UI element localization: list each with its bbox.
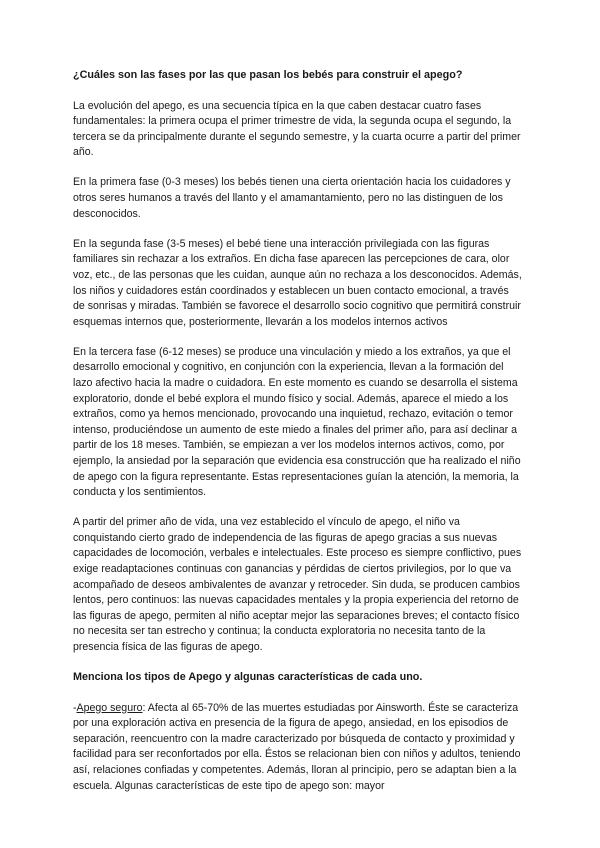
term-secure-attachment: Apego seguro	[76, 701, 143, 714]
paragraph-third-phase: En la tercera fase (6-12 meses) se produce una vinculación y miedo a los extraños, ya que el desarrollo emocional y cognitivo, en conjunción con la experiencia, llevan a la formación del lazo afectivo hacia la madre o cuidadora. En este momento es cuando se desarrolla el sistema exploratorio, donde el bebé explora el mundo físico y social. Además, aparece el miedo a los extraños, como ya hemos mencionado, provocando una inquietud, rechazo, evitación o temor intenso, produciéndose un aumento de este miedo a finales del primer año, para así declinar a partir de los 18 meses. También, se empiezan a ver los modelos internos activos, como, por ejemplo, la ansiedad por la separación que evidencia esa construcción que ha realizado el niño de apego con la figura representante. Estas representaciones guían la atención, la memoria, la conducta y los sentimientos.	[73, 345, 521, 499]
section-heading-types: Menciona los tipos de Apego y algunas características de cada uno.	[73, 671, 423, 684]
list-dash: -	[73, 701, 77, 714]
section-heading-phases: ¿Cuáles son las fases por las que pasan los bebés para construir el apego?	[73, 69, 463, 81]
secure-attachment-text: : Afecta al 65-70% de las muertes estudiadas por Ainsworth. Éste se caracteriza por una exploración activa en presencia de la figura de apego, ansiedad, en los episodios de separación, reencuentro con la madre caracterizado por búsqueda de contacto y proximidad y facilidad para ser reconfortados por ella. Éstos se relacionan bien con niños y adultos, teniendo así, relaciones confiadas y competentes. Además, lloran al principio, pero se adaptan bien a la escuela. Algunas características de este tipo de apego son: mayor	[73, 701, 521, 792]
document-page	[73, 68, 523, 809]
paragraph-first-phase: En la primera fase (0-3 meses) los bebés tienen una cierta orientación hacia los cuidadores y otros seres humanos a través del llanto y el amamantamiento, pero no las distinguen de los desconocidos.	[73, 176, 511, 220]
paragraph-second-phase: En la segunda fase (3-5 meses) el bebé tiene una interacción privilegiada con las figuras familiares sin rechazar a los extraños. En dicha fase aparecen las percepciones de cara, olor voz, etc., de las personas que les cuidan, aunque aún no rechaza a los desconocidos. Además, los niños y cuidadores están coordinados y establecen un buen contacto emocional, a través de sonrisas y miradas. También se favorece el desarrollo socio cognitivo que permitirá construir esquemas internos que, posteriormente, llevarán a los modelos internos activos	[73, 237, 522, 328]
paragraph-intro: La evolución del apego, es una secuencia típica en la que caben destacar cuatro fases fundamentales: la primera ocupa el primer trimestre de vida, la segunda ocupa el segundo, la tercera se da principalmente durante el segundo semestre, y la cuarta ocurre a partir del primer año.	[73, 99, 521, 159]
paragraph-secure-attachment	[73, 701, 523, 795]
paragraph-first-year: A partir del primer año de vida, una vez establecido el vínculo de apego, el niño va conquistando cierto grado de independencia de las figuras de apego gracias a sus nuevas capacidades de locomoción, verbales e intelectuales. Este proceso es siempre conflictivo, pues exige readaptaciones continuas con ganancias y pérdidas de ciertos privilegios, por lo que va acompañado de deseos ambivalentes de avanzar y retroceder. Sin duda, se producen cambios lentos, pero continuos: las nuevas capacidades mentales y la propia experiencia del retorno de las figuras de apego, permiten al niño aceptar mejor las separaciones breves; el contacto físico no necesita ser tan estrecho y continua; la conducta exploratoria no necesita tanto de la presencia física de las figuras de apego.	[73, 516, 522, 653]
